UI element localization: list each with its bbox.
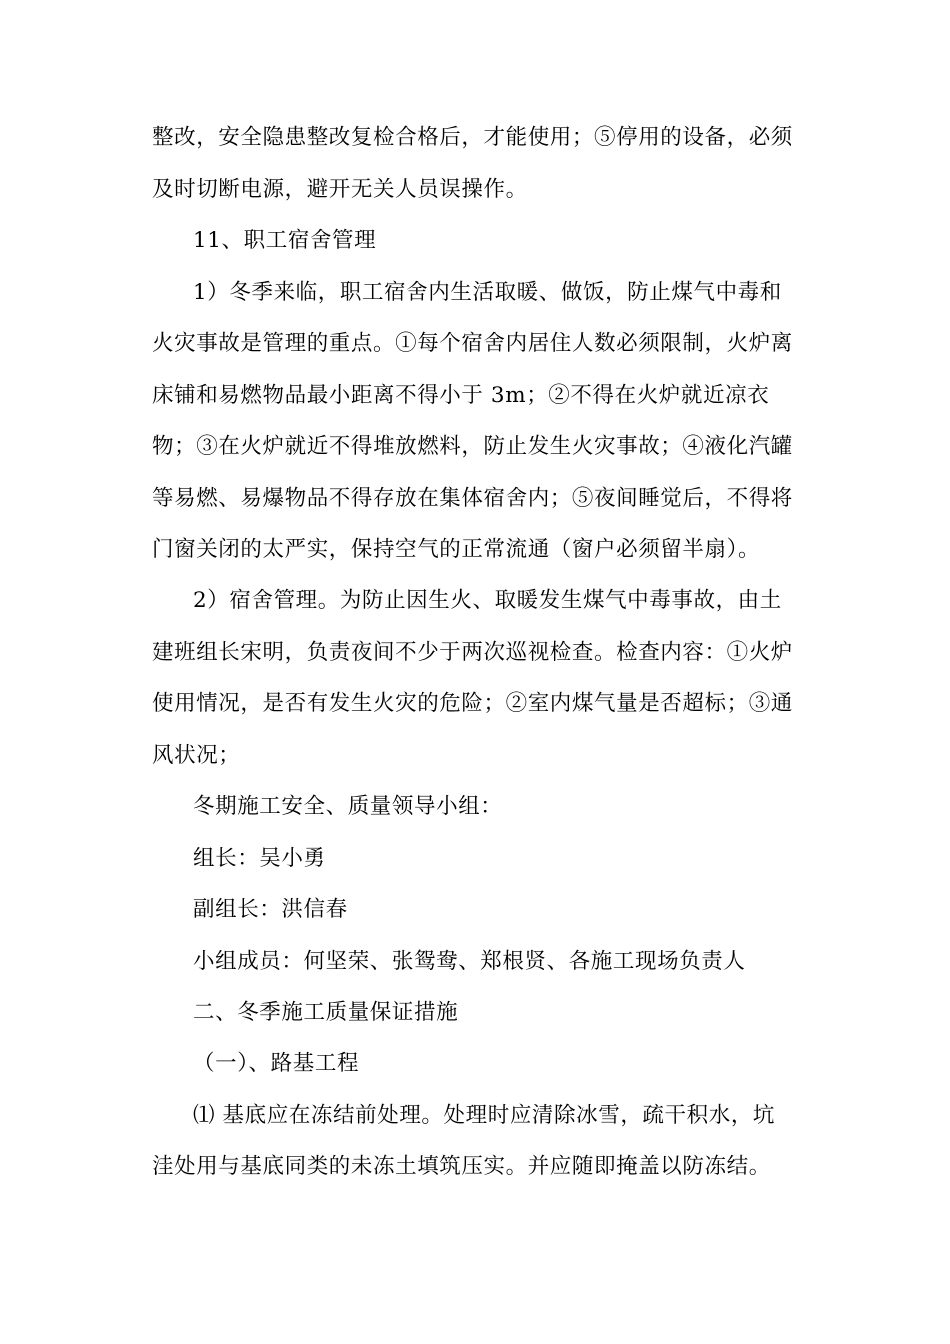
text-line: 2）宿舍管理。为防止因生火、取暖发生煤气中毒事故，由土	[193, 588, 782, 613]
group-members: 小组成员：何坚荣、张鸳鸯、郑根贤、各施工现场负责人	[193, 949, 746, 974]
text-line: 整改，安全隐患整改复检合格后，才能使用；⑤停用的设备，必须	[152, 125, 793, 150]
text-line: 风状况；	[152, 743, 241, 768]
text-line: 等易燃、易爆物品不得存放在集体宿舍内；⑤夜间睡觉后，不得将	[152, 486, 793, 511]
text-line: 1）冬季来临，职工宿舍内生活取暖、做饭，防止煤气中毒和	[193, 280, 782, 305]
text-line: 床铺和易燃物品最小距离不得小于 3m；②不得在火炉就近凉衣	[152, 383, 770, 408]
section-heading: 二、冬季施工质量保证措施	[193, 1000, 459, 1025]
text-line: 建班组长宋明，负责夜间不少于两次巡视检查。检查内容：①火炉	[152, 640, 793, 665]
text-line: 使用情况，是否有发生火灾的危险；②室内煤气量是否超标；③通	[152, 691, 793, 716]
group-title: 冬期施工安全、质量领导小组：	[193, 794, 503, 819]
text-line: ⑴ 基底应在冻结前处理。处理时应清除冰雪，疏干积水，坑	[193, 1103, 776, 1128]
group-deputy: 副组长：洪信春	[193, 897, 348, 922]
group-leader: 组长：吴小勇	[193, 846, 326, 871]
section-heading: 11、职工宿舍管理	[193, 228, 377, 253]
text-line: 洼处用与基底同类的未冻土填筑压实。并应随即掩盖以防冻结。	[152, 1154, 771, 1179]
text-line: 门窗关闭的太严实，保持空气的正常流通（窗户必须留半扇）。	[152, 537, 761, 562]
text-line: 物；③在火炉就近不得堆放燃料，防止发生火灾事故；④液化汽罐	[152, 434, 793, 459]
text-line: 火灾事故是管理的重点。①每个宿舍内居住人数必须限制，火炉离	[152, 331, 793, 356]
subsection-heading: （一）、路基工程	[193, 1051, 360, 1076]
text-line: 及时切断电源，避开无关人员误操作。	[152, 177, 528, 202]
